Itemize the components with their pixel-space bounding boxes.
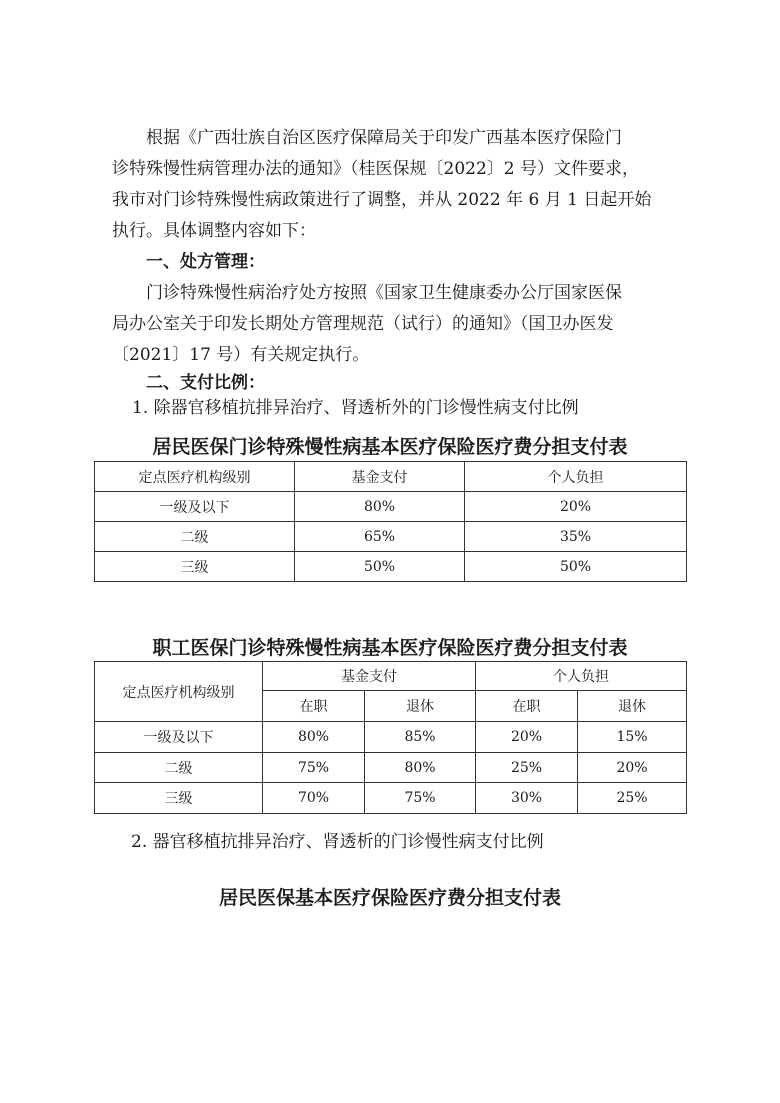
fund-cell: 65% bbox=[295, 522, 465, 552]
para2-line: 局办公室关于印发长期处方管理规范（试行）的通知》（国卫办医发 bbox=[112, 314, 614, 334]
table2-header-fund: 基金支付 bbox=[263, 662, 476, 691]
heading-prescription: 一、处方管理： bbox=[146, 252, 265, 272]
subheader-employed: 在职 bbox=[263, 691, 365, 722]
heading-payment: 二、支付比例： bbox=[146, 373, 265, 393]
table-row bbox=[95, 522, 687, 552]
para1-line: 我市对门诊特殊慢性病政策进行了调整，并从 2022 年 6 月 1 日起开始 bbox=[112, 190, 652, 210]
table1-header-row bbox=[95, 462, 687, 492]
level-cell: 一级及以下 bbox=[95, 722, 263, 753]
subheader-retired: 退休 bbox=[578, 691, 687, 722]
personal-employed-cell: 25% bbox=[476, 753, 578, 783]
fund-employed-cell: 80% bbox=[263, 722, 365, 753]
para1-line: 执行。具体调整内容如下： bbox=[112, 221, 316, 241]
table-row bbox=[95, 753, 687, 783]
level-cell: 三级 bbox=[95, 552, 295, 582]
table1-title: 居民医保门诊特殊慢性病基本医疗保险医疗费分担支付表 bbox=[152, 436, 628, 458]
table-row bbox=[95, 783, 687, 814]
level-cell: 二级 bbox=[95, 753, 263, 783]
fund-retired-cell: 85% bbox=[365, 722, 476, 753]
para1-line: 根据《广西壮族自治区医疗保障局关于印发广西基本医疗保险门 bbox=[146, 128, 622, 148]
subheader-employed: 在职 bbox=[476, 691, 578, 722]
fund-retired-cell: 75% bbox=[365, 783, 476, 814]
item1-text: 1. 除器官移植抗排异治疗、肾透析外的门诊慢性病支付比例 bbox=[132, 398, 579, 418]
para2-line: 门诊特殊慢性病治疗处方按照《国家卫生健康委办公厅国家医保 bbox=[146, 283, 622, 303]
table2 bbox=[94, 661, 687, 814]
table1-header-level: 定点医疗机构级别 bbox=[95, 462, 295, 492]
table-row bbox=[95, 722, 687, 753]
personal-retired-cell: 20% bbox=[578, 753, 687, 783]
para1-line: 诊特殊慢性病管理办法的通知》（桂医保规〔2022〕2 号）文件要求， bbox=[112, 159, 639, 179]
personal-cell: 35% bbox=[465, 522, 687, 552]
fund-cell: 80% bbox=[295, 492, 465, 522]
table1 bbox=[94, 461, 687, 582]
table2-header-row bbox=[95, 662, 687, 691]
table2-header-personal: 个人负担 bbox=[476, 662, 687, 691]
fund-employed-cell: 75% bbox=[263, 753, 365, 783]
personal-employed-cell: 30% bbox=[476, 783, 578, 814]
subheader-retired: 退休 bbox=[365, 691, 476, 722]
table1-header-fund: 基金支付 bbox=[295, 462, 465, 492]
table2-title: 职工医保门诊特殊慢性病基本医疗保险医疗费分担支付表 bbox=[152, 637, 628, 659]
fund-employed-cell: 70% bbox=[263, 783, 365, 814]
personal-employed-cell: 20% bbox=[476, 722, 578, 753]
table3-title: 居民医保基本医疗保险医疗费分担支付表 bbox=[218, 887, 561, 909]
personal-retired-cell: 15% bbox=[578, 722, 687, 753]
level-cell: 二级 bbox=[95, 522, 295, 552]
item2-text: 2. 器官移植抗排异治疗、肾透析的门诊慢性病支付比例 bbox=[131, 832, 544, 852]
table1-header-personal: 个人负担 bbox=[465, 462, 687, 492]
table-row bbox=[95, 552, 687, 582]
fund-retired-cell: 80% bbox=[365, 753, 476, 783]
level-cell: 一级及以下 bbox=[95, 492, 295, 522]
intro-text bbox=[112, 123, 672, 424]
table-row bbox=[95, 492, 687, 522]
personal-cell: 50% bbox=[465, 552, 687, 582]
fund-cell: 50% bbox=[295, 552, 465, 582]
table2-header-level: 定点医疗机构级别 bbox=[95, 662, 263, 722]
personal-cell: 20% bbox=[465, 492, 687, 522]
level-cell: 三级 bbox=[95, 783, 263, 814]
para2-line: 〔2021〕17 号）有关规定执行。 bbox=[112, 345, 370, 365]
personal-retired-cell: 25% bbox=[578, 783, 687, 814]
